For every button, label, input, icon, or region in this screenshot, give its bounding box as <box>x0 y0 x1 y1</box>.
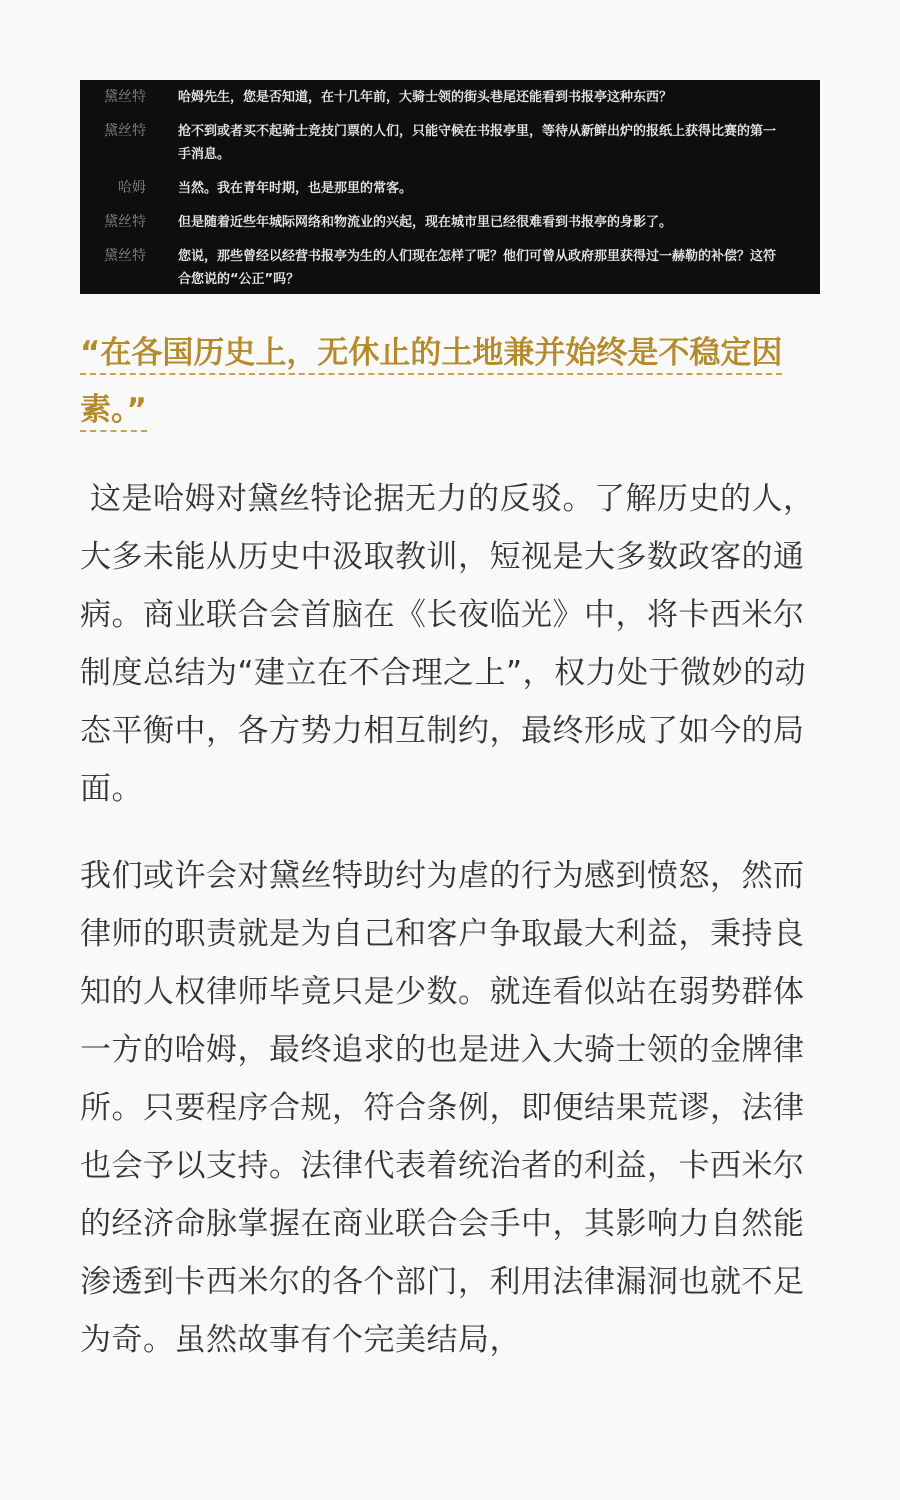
dialogue-text: 哈姆先生，您是否知道，在十几年前，大骑士领的街头巷尾还能看到书报亭这种东西？ <box>178 90 673 105</box>
dialogue-text: 但是随着近些年城际网络和物流业的兴起，现在城市里已经很难看到书报亭的身影了。 <box>178 215 673 230</box>
dialogue-text: 当然。我在青年时期，也是那里的常客。 <box>178 181 413 196</box>
dialogue-speaker: 黛丝特 <box>104 248 146 264</box>
pull-quote <box>80 325 820 439</box>
dialogue-line <box>80 120 820 166</box>
dialogue-line <box>80 245 820 291</box>
dialogue-speaker: 黛丝特 <box>104 123 146 139</box>
dialogue-line <box>80 211 820 234</box>
dialogue-text: 抢不到或者买不起骑士竞技门票的人们，只能守候在书报亭里，等待从新鲜出炉的报纸上获得比赛的第一手消息。 <box>178 124 777 162</box>
article-paragraph: 我们或许会对黛丝特助纣为虐的行为感到愤怒，然而律师的职责就是为自己和客户争取最大利益，秉持良知的人权律师毕竟只是少数。就连看似站在弱势群体一方的哈姆，最终追求的也是进入大骑士领的金牌律所。只要程序合规，符合条例，即便结果荒谬，法律也会予以支持。法律代表着统治者的利益，卡西米尔的经济命脉掌握在商业联合会手中，其影响力自然能渗透到卡西米尔的各个部门，利用法律漏洞也就不足为奇。虽然故事有个完美结局， <box>80 858 805 1358</box>
dialogue-text: 您说，那些曾经以经营书报亭为生的人们现在怎样了呢？他们可曾从政府那里获得过一赫勒的补偿？这符合您说的“公正”吗？ <box>178 249 777 287</box>
dialogue-screenshot <box>80 80 820 294</box>
dialogue-line <box>80 177 820 200</box>
article-paragraph: 这是哈姆对黛丝特论据无力的反驳。了解历史的人，大多未能从历史中汲取教训，短视是大多数政客的通病。商业联合会首脑在《长夜临光》中，将卡西米尔制度总结为“建立在不合理之上”，权力处于微妙的动态平衡中，各方势力相互制约，最终形成了如今的局面。 <box>80 481 815 807</box>
dialogue-speaker: 黛丝特 <box>104 89 146 105</box>
dialogue-speaker: 哈姆 <box>118 180 146 196</box>
pull-quote-text: “在各国历史上，无休止的土地兼并始终是不稳定因素。” <box>80 335 782 432</box>
dialogue-speaker: 黛丝特 <box>104 214 146 230</box>
dialogue-line <box>80 86 820 109</box>
